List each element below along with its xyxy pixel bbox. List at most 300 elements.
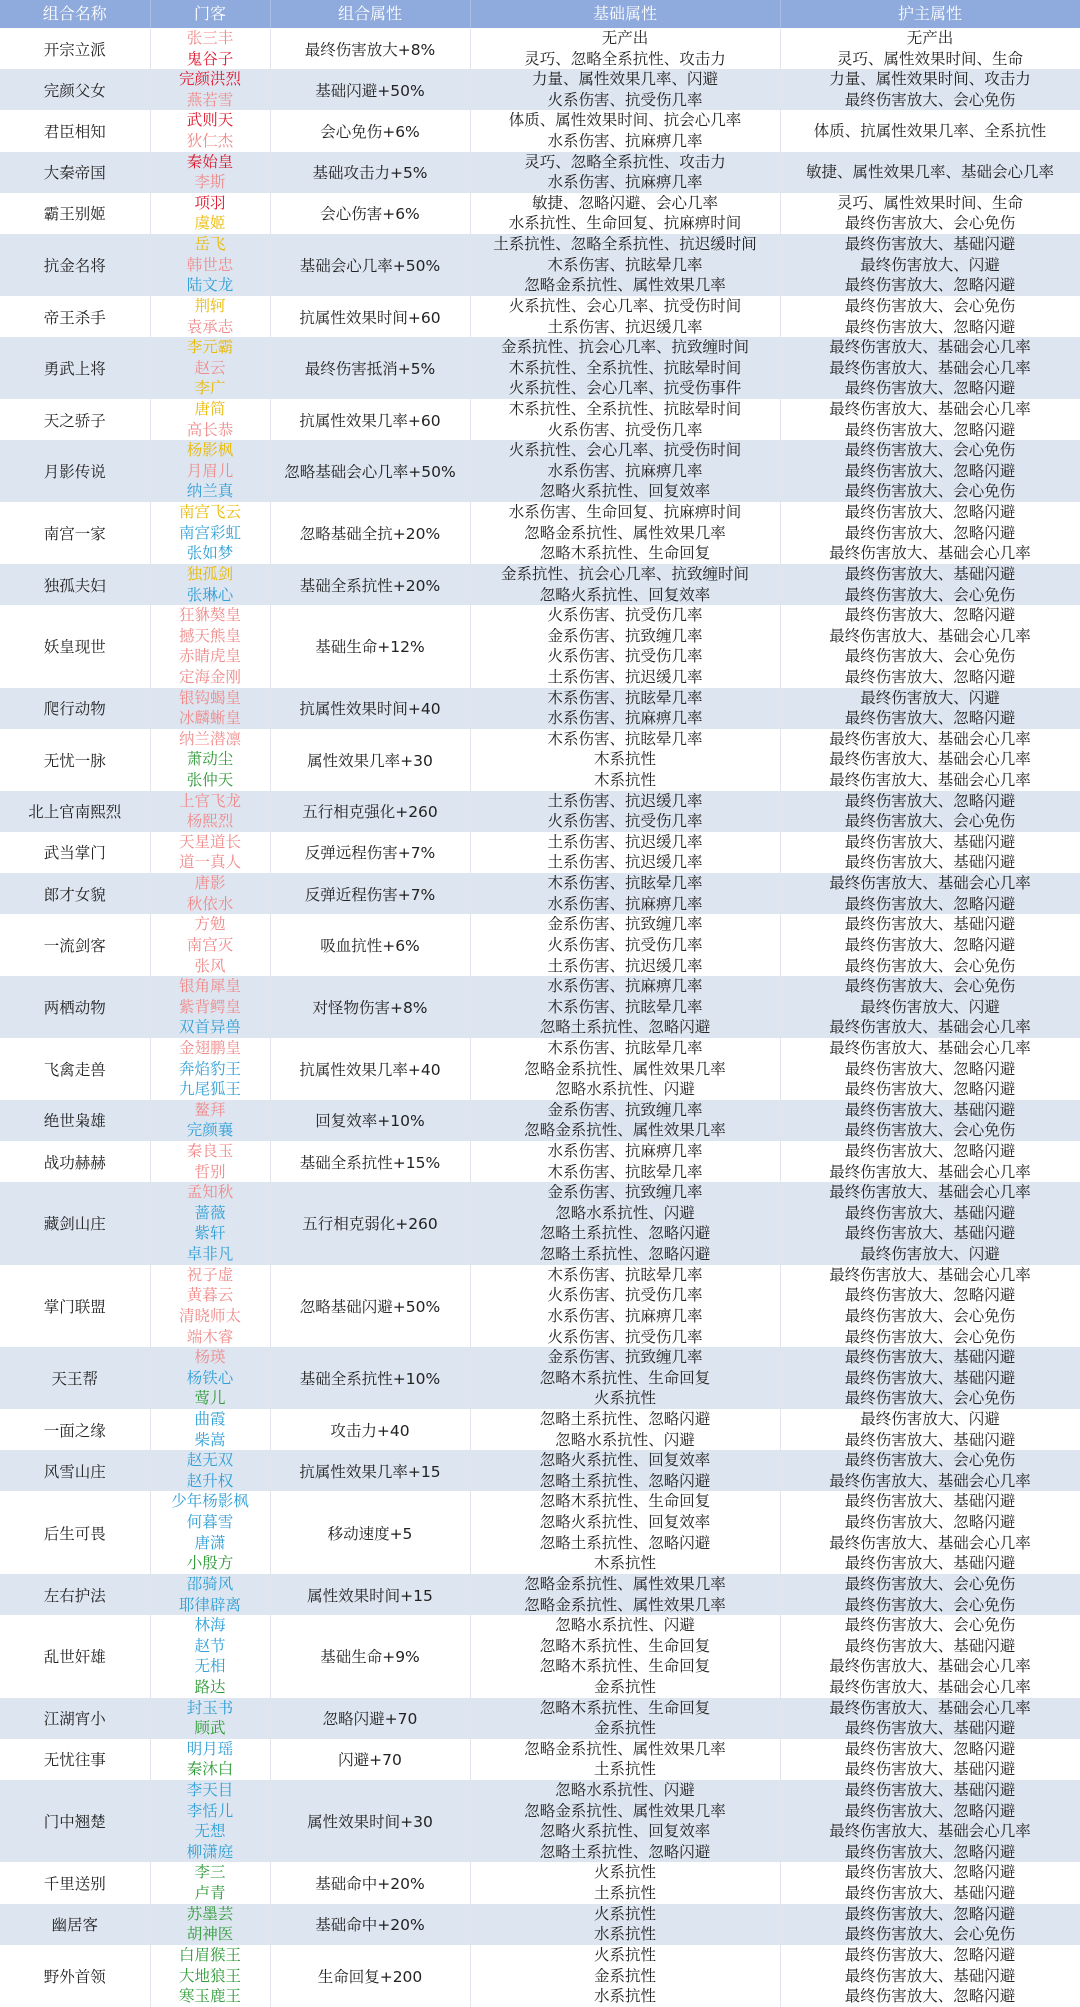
- base-attr-line: 土系伤害、抗迟缓几率: [547, 956, 703, 975]
- base-attr-line: 水系抗性: [593, 1925, 656, 1944]
- member-name: 道一真人: [178, 853, 241, 872]
- guard-attr-cell: [780, 914, 1080, 976]
- guard-attr-cell: [780, 729, 1080, 791]
- table-row: [0, 440, 1080, 502]
- member-name: 封玉书: [186, 1698, 234, 1717]
- members-cell: [150, 1739, 270, 1780]
- members-cell: [150, 832, 270, 873]
- combo-attr-cell: 生命回复+200: [270, 1945, 470, 2007]
- member-name: 少年杨影枫: [171, 1492, 249, 1511]
- members-cell: [150, 1780, 270, 1862]
- combo-attr-cell: 抗属性效果几率+15: [270, 1450, 470, 1491]
- base-attr-cell: [470, 337, 780, 399]
- base-attr-line: 敏捷、忽略闪避、会心几率: [531, 193, 718, 212]
- members-cell: [150, 791, 270, 832]
- guard-attr-line: 最终伤害放大、会心免伤: [844, 977, 1016, 996]
- member-name: 袁承志: [186, 317, 234, 336]
- combo-name-cell: 无忧一脉: [0, 729, 150, 791]
- guard-attr-line: 最终伤害放大、基础会心几率: [829, 874, 1031, 893]
- base-attr-cell: [470, 914, 780, 976]
- guard-attr-line: 最终伤害放大、闪避: [860, 255, 1000, 274]
- base-attr-line: 木系伤害、抗眩晕几率: [547, 1162, 703, 1181]
- combo-name-cell: 勇武上将: [0, 337, 150, 399]
- guard-attr-line: 最终伤害放大、忽略闪避: [844, 1945, 1016, 1964]
- combo-name-cell: 北上官南熙烈: [0, 791, 150, 832]
- member-name: 荆轲: [194, 296, 226, 315]
- guard-attr-line: 最终伤害放大、忽略闪避: [844, 667, 1016, 686]
- guard-attr-line: 最终伤害放大、基础会心几率: [829, 1018, 1031, 1037]
- member-name: 唐简: [194, 400, 226, 418]
- combo-name-cell: 郎才女貌: [0, 873, 150, 914]
- members-cell: [150, 193, 270, 234]
- base-attr-line: 忽略金系抗性、属性效果几率: [524, 1121, 726, 1140]
- base-attr-line: 无产出: [601, 29, 649, 47]
- member-name: 小殷方: [186, 1554, 234, 1573]
- combo-name-cell: 千里送别: [0, 1862, 150, 1903]
- base-attr-cell: [470, 1265, 780, 1347]
- combo-name-cell: 南宫一家: [0, 502, 150, 564]
- guard-attr-line: 最终伤害放大、忽略闪避: [844, 894, 1016, 913]
- member-name: 项羽: [194, 193, 226, 212]
- guard-attr-line: 最终伤害放大、基础闪避: [844, 1719, 1016, 1738]
- guard-attr-line: 最终伤害放大、会心免伤: [844, 1595, 1016, 1614]
- base-attr-line: 土系伤害、抗迟缓几率: [547, 667, 703, 686]
- combo-name-cell: 一流剑客: [0, 914, 150, 976]
- guard-attr-line: 最终伤害放大、忽略闪避: [844, 791, 1016, 810]
- guard-attr-cell: [780, 1347, 1080, 1409]
- members-cell: [150, 873, 270, 914]
- combo-attr-cell: 属性效果时间+15: [270, 1574, 470, 1615]
- base-attr-line: 土系抗性: [593, 1884, 656, 1903]
- members-cell: [150, 1100, 270, 1141]
- member-name: 韩世忠: [186, 255, 234, 274]
- base-attr-line: 金系抗性、抗会心几率、抗致缠时间: [500, 564, 749, 583]
- member-name: 虞姬: [194, 214, 226, 233]
- table-row: [0, 914, 1080, 976]
- combo-name-cell: 无忧往事: [0, 1739, 150, 1780]
- base-attr-line: 火系伤害、抗受伤几率: [547, 1327, 703, 1346]
- base-attr-line: 木系抗性: [593, 771, 656, 790]
- table-row: [0, 1780, 1080, 1862]
- member-name: 南宫飞云: [178, 503, 241, 522]
- base-attr-line: 忽略木系抗性、生命回复: [539, 544, 711, 563]
- member-name: 天星道长: [178, 832, 241, 851]
- base-attr-line: 火系抗性、会心几率、抗受伤事件: [508, 379, 742, 398]
- guard-attr-line: 敏捷、属性效果几率、基础会心几率: [805, 162, 1054, 181]
- guard-attr-line: 最终伤害放大、闪避: [860, 688, 1000, 707]
- guard-attr-line: 最终伤害放大、忽略闪避: [844, 1863, 1016, 1882]
- combo-name-cell: 妖皇现世: [0, 605, 150, 687]
- member-name: 白眉猴王: [178, 1945, 241, 1964]
- member-name: 曲霞: [194, 1410, 226, 1429]
- base-attr-line: 土系抗性、忽略全系抗性、抗迟缓时间: [493, 235, 757, 254]
- guard-attr-line: 最终伤害放大、基础会心几率: [829, 544, 1031, 563]
- table-row: [0, 1409, 1080, 1450]
- member-name: 杨影枫: [186, 441, 234, 460]
- guard-attr-line: 最终伤害放大、闪避: [860, 1245, 1000, 1264]
- table-row: [0, 1182, 1080, 1264]
- base-attr-line: 金系伤害、抗致缠几率: [547, 1100, 703, 1119]
- base-attr-cell: [470, 1100, 780, 1141]
- guard-attr-line: 最终伤害放大、会心免伤: [844, 956, 1016, 975]
- guard-attr-line: 最终伤害放大、会心免伤: [844, 90, 1016, 109]
- member-name: 杨瑛: [194, 1348, 226, 1367]
- guard-attr-line: 最终伤害放大、基础闪避: [844, 1966, 1016, 1985]
- guard-attr-line: 灵巧、属性效果时间、生命: [836, 193, 1023, 212]
- base-attr-cell: [470, 1347, 780, 1409]
- guard-attr-cell: [780, 1698, 1080, 1739]
- base-attr-line: 金系伤害、抗致缠几率: [547, 915, 703, 934]
- members-cell: [150, 69, 270, 110]
- base-attr-line: 木系抗性: [593, 750, 656, 769]
- member-name: 狄仁杰: [186, 132, 234, 151]
- base-attr-line: 忽略土系抗性、忽略闪避: [539, 1224, 711, 1243]
- combo-attr-cell: 忽略基础会心几率+50%: [270, 440, 470, 502]
- member-name: 黄暮云: [186, 1286, 234, 1305]
- member-name: 银钩蝎皇: [178, 688, 241, 707]
- table-row: [0, 502, 1080, 564]
- guard-attr-line: 最终伤害放大、基础闪避: [844, 1492, 1016, 1511]
- base-attr-cell: [470, 1574, 780, 1615]
- base-attr-line: 水系伤害、抗麻痹几率: [547, 132, 703, 151]
- guard-attr-line: 最终伤害放大、会心免伤: [844, 441, 1016, 460]
- guard-attr-line: 最终伤害放大、会心免伤: [844, 1327, 1016, 1346]
- members-cell: [150, 399, 270, 440]
- members-cell: [150, 1491, 270, 1573]
- combo-attr-cell: 闪避+70: [270, 1739, 470, 1780]
- guard-attr-line: 最终伤害放大、忽略闪避: [844, 503, 1016, 522]
- table-row: [0, 688, 1080, 729]
- guard-attr-cell: [780, 832, 1080, 873]
- member-name: 苏墨芸: [186, 1904, 234, 1923]
- base-attr-line: 水系伤害、抗麻痹几率: [547, 461, 703, 480]
- member-name: 张风: [194, 956, 226, 975]
- table-row: [0, 729, 1080, 791]
- base-attr-line: 忽略木系抗性、生命回复: [539, 1368, 711, 1387]
- guard-attr-cell: [780, 791, 1080, 832]
- member-name: 李恬儿: [186, 1801, 234, 1820]
- base-attr-line: 忽略水系抗性、闪避: [555, 1203, 695, 1222]
- base-attr-line: 水系伤害、抗麻痹几率: [547, 1142, 703, 1161]
- table-row: [0, 605, 1080, 687]
- guard-attr-line: 最终伤害放大、会心免伤: [844, 1451, 1016, 1470]
- member-name: 狂貅獒皇: [178, 606, 241, 625]
- base-attr-line: 水系伤害、抗麻痹几率: [547, 709, 703, 728]
- member-name: 张如梦: [186, 544, 234, 563]
- guard-attr-line: 最终伤害放大、基础闪避: [844, 1100, 1016, 1119]
- base-attr-cell: [470, 28, 780, 69]
- guard-attr-line: 最终伤害放大、基础会心几率: [829, 729, 1031, 748]
- guard-attr-line: 最终伤害放大、基础会心几率: [829, 400, 1031, 418]
- base-attr-line: 忽略金系抗性、属性效果几率: [524, 523, 726, 542]
- combo-attr-cell: 会心伤害+6%: [270, 193, 470, 234]
- base-attr-line: 忽略金系抗性、属性效果几率: [524, 1574, 726, 1593]
- members-cell: [150, 1182, 270, 1264]
- table-row: [0, 234, 1080, 296]
- base-attr-cell: [470, 976, 780, 1038]
- combo-attr-cell: 反弹远程伤害+7%: [270, 832, 470, 873]
- guard-attr-cell: [780, 1100, 1080, 1141]
- table-row: [0, 1265, 1080, 1347]
- members-cell: [150, 110, 270, 151]
- guard-attr-line: 最终伤害放大、忽略闪避: [844, 523, 1016, 542]
- members-cell: [150, 1347, 270, 1409]
- base-attr-line: 木系抗性: [593, 1554, 656, 1573]
- base-attr-line: 忽略火系抗性、回复效率: [539, 1822, 711, 1841]
- member-name: 紫背鳄皇: [178, 997, 241, 1016]
- guard-attr-line: 最终伤害放大、基础闪避: [844, 915, 1016, 934]
- member-name: 赤睛虎皇: [178, 647, 241, 666]
- guard-attr-line: 最终伤害放大、闪避: [860, 997, 1000, 1016]
- guard-attr-line: 最终伤害放大、基础闪避: [844, 1781, 1016, 1800]
- base-attr-line: 土系抗性: [593, 1760, 656, 1779]
- guard-attr-line: 最终伤害放大、基础会心几率: [829, 358, 1031, 377]
- member-name: 顾武: [194, 1719, 226, 1738]
- combo-attr-cell: 基础攻击力+5%: [270, 152, 470, 193]
- header-combo-attr: 组合属性: [270, 0, 470, 28]
- guard-attr-line: 最终伤害放大、忽略闪避: [844, 709, 1016, 728]
- guard-attr-line: 最终伤害放大、会心免伤: [844, 1389, 1016, 1408]
- base-attr-cell: [470, 1038, 780, 1100]
- member-name: 柳潇庭: [186, 1842, 234, 1861]
- guard-attr-cell: [780, 69, 1080, 110]
- base-attr-line: 木系抗性、全系抗性、抗眩晕时间: [508, 400, 742, 418]
- combo-name-cell: 风雪山庄: [0, 1450, 150, 1491]
- guard-attr-cell: [780, 399, 1080, 440]
- combo-name-cell: 爬行动物: [0, 688, 150, 729]
- guard-attr-line: 最终伤害放大、基础闪避: [844, 832, 1016, 851]
- guard-attr-line: 最终伤害放大、基础会心几率: [829, 1657, 1031, 1676]
- base-attr-cell: [470, 152, 780, 193]
- base-attr-line: 灵巧、忽略全系抗性、攻击力: [524, 49, 726, 68]
- members-cell: [150, 1574, 270, 1615]
- member-name: 萧动尘: [186, 750, 234, 769]
- table-row: [0, 1739, 1080, 1780]
- base-attr-line: 水系伤害、抗麻痹几率: [547, 977, 703, 996]
- member-name: 杨熙烈: [186, 812, 234, 831]
- guard-attr-line: 最终伤害放大、忽略闪避: [844, 317, 1016, 336]
- guard-attr-line: 最终伤害放大、基础闪避: [844, 1368, 1016, 1387]
- guard-attr-line: 力量、属性效果时间、攻击力: [829, 70, 1031, 89]
- guard-attr-line: 最终伤害放大、会心免伤: [844, 1574, 1016, 1593]
- base-attr-line: 木系伤害、抗眩晕几率: [547, 997, 703, 1016]
- member-name: 柴嵩: [194, 1430, 226, 1449]
- combo-name-cell: 乱世奸雄: [0, 1615, 150, 1697]
- members-cell: [150, 1450, 270, 1491]
- member-name: 李广: [194, 379, 226, 398]
- members-cell: [150, 1615, 270, 1697]
- guard-attr-line: 最终伤害放大、基础会心几率: [829, 771, 1031, 790]
- base-attr-line: 水系伤害、抗麻痹几率: [547, 894, 703, 913]
- combo-attr-cell: 基础命中+20%: [270, 1862, 470, 1903]
- base-attr-line: 忽略土系抗性、忽略闪避: [539, 1842, 711, 1861]
- base-attr-line: 火系伤害、抗受伤几率: [547, 420, 703, 439]
- guard-attr-line: 体质、抗属性效果几率、全系抗性: [813, 121, 1047, 140]
- base-attr-cell: [470, 1945, 780, 2007]
- base-attr-line: 水系抗性: [593, 1987, 656, 2006]
- guard-attr-line: 最终伤害放大、忽略闪避: [844, 1142, 1016, 1161]
- base-attr-cell: [470, 1780, 780, 1862]
- base-attr-line: 金系伤害、抗致缠几率: [547, 1348, 703, 1367]
- members-cell: [150, 564, 270, 605]
- guard-attr-line: 最终伤害放大、基础会心几率: [829, 1698, 1031, 1717]
- table-row: [0, 110, 1080, 151]
- guard-attr-cell: [780, 1265, 1080, 1347]
- table-row: [0, 1698, 1080, 1739]
- guard-attr-line: 最终伤害放大、基础会心几率: [829, 1038, 1031, 1057]
- combo-attr-cell: 抗属性效果几率+60: [270, 399, 470, 440]
- combo-name-cell: 飞禽走兽: [0, 1038, 150, 1100]
- base-attr-line: 水系抗性、生命回复、抗麻痹时间: [508, 214, 742, 233]
- table-row: [0, 1141, 1080, 1182]
- combo-attr-cell: 基础生命+12%: [270, 605, 470, 687]
- table-row: [0, 832, 1080, 873]
- members-cell: [150, 502, 270, 564]
- guard-attr-cell: [780, 193, 1080, 234]
- guard-attr-line: 最终伤害放大、会心免伤: [844, 1121, 1016, 1140]
- combo-name-cell: 幽居客: [0, 1904, 150, 1945]
- base-attr-line: 忽略木系抗性、生命回复: [539, 1636, 711, 1655]
- base-attr-line: 力量、属性效果几率、闪避: [531, 70, 718, 89]
- base-attr-line: 火系伤害、抗受伤几率: [547, 90, 703, 109]
- combo-attr-cell: 移动速度+5: [270, 1491, 470, 1573]
- base-attr-line: 土系伤害、抗迟缓几率: [547, 791, 703, 810]
- base-attr-line: 灵巧、忽略全系抗性、攻击力: [524, 152, 726, 171]
- combo-name-cell: 藏剑山庄: [0, 1182, 150, 1264]
- base-attr-line: 忽略水系抗性、闪避: [555, 1616, 695, 1635]
- guard-attr-line: 最终伤害放大、基础会心几率: [829, 1265, 1031, 1284]
- member-name: 无想: [194, 1822, 226, 1841]
- guard-attr-cell: [780, 605, 1080, 687]
- base-attr-cell: [470, 1450, 780, 1491]
- member-name: 鬼谷子: [186, 49, 234, 68]
- guard-attr-cell: [780, 1141, 1080, 1182]
- base-attr-line: 忽略土系抗性、忽略闪避: [539, 1410, 711, 1429]
- combo-attr-cell: 会心免伤+6%: [270, 110, 470, 151]
- base-attr-line: 木系伤害、抗眩晕几率: [547, 1038, 703, 1057]
- combo-name-cell: 月影传说: [0, 440, 150, 502]
- guard-attr-line: 最终伤害放大、忽略闪避: [844, 276, 1016, 295]
- table-row: [0, 1100, 1080, 1141]
- guard-attr-line: 最终伤害放大、基础会心几率: [829, 750, 1031, 769]
- guard-attr-line: 最终伤害放大、会心免伤: [844, 585, 1016, 604]
- base-attr-cell: [470, 1182, 780, 1264]
- member-name: 纳兰真: [186, 482, 234, 501]
- guard-attr-line: 最终伤害放大、基础闪避: [844, 1430, 1016, 1449]
- guard-attr-cell: [780, 1780, 1080, 1862]
- combo-attr-cell: 回复效率+10%: [270, 1100, 470, 1141]
- guard-attr-line: 最终伤害放大、基础闪避: [844, 1554, 1016, 1573]
- table-row: [0, 152, 1080, 193]
- table-row: [0, 873, 1080, 914]
- guard-attr-cell: [780, 688, 1080, 729]
- base-attr-line: 忽略水系抗性、闪避: [555, 1430, 695, 1449]
- guard-attr-cell: [780, 1409, 1080, 1450]
- base-attr-line: 水系伤害、抗麻痹几率: [547, 173, 703, 192]
- combo-name-cell: 天王帮: [0, 1347, 150, 1409]
- member-name: 明月瑶: [186, 1739, 234, 1758]
- member-name: 高长恭: [186, 420, 234, 439]
- member-name: 九尾狐王: [178, 1080, 241, 1099]
- member-name: 完颜襄: [186, 1121, 234, 1140]
- guard-attr-line: 最终伤害放大、基础会心几率: [829, 1822, 1031, 1841]
- member-name: 何暮雪: [186, 1513, 234, 1532]
- guard-attr-line: 最终伤害放大、基础会心几率: [829, 1162, 1031, 1181]
- member-name: 纳兰潜凛: [178, 729, 241, 748]
- base-attr-cell: [470, 1615, 780, 1697]
- combo-attr-cell: 最终伤害抵消+5%: [270, 337, 470, 399]
- member-name: 赵升权: [186, 1471, 234, 1490]
- members-cell: [150, 440, 270, 502]
- member-name: 林海: [194, 1616, 226, 1635]
- guard-attr-cell: [780, 1904, 1080, 1945]
- table-row: [0, 28, 1080, 69]
- base-attr-cell: [470, 1491, 780, 1573]
- combo-attr-cell: 五行相克弱化+260: [270, 1182, 470, 1264]
- table-row: [0, 193, 1080, 234]
- table-row: [0, 1862, 1080, 1903]
- member-name: 端木睿: [186, 1327, 234, 1346]
- combo-name-cell: 掌门联盟: [0, 1265, 150, 1347]
- guard-attr-line: 最终伤害放大、闪避: [860, 1410, 1000, 1429]
- guard-attr-cell: [780, 873, 1080, 914]
- guard-attr-cell: [780, 1491, 1080, 1573]
- base-attr-cell: [470, 1698, 780, 1739]
- guard-attr-line: 最终伤害放大、基础会心几率: [829, 338, 1031, 357]
- combo-name-cell: 江湖宵小: [0, 1698, 150, 1739]
- members-cell: [150, 914, 270, 976]
- combo-attr-cell: 忽略闪避+70: [270, 1698, 470, 1739]
- member-name: 武则天: [186, 111, 234, 130]
- combo-name-cell: 君臣相知: [0, 110, 150, 151]
- combo-attr-cell: 基础闪避+50%: [270, 69, 470, 110]
- base-attr-line: 火系抗性: [593, 1863, 656, 1882]
- guard-attr-line: 最终伤害放大、会心免伤: [844, 482, 1016, 501]
- guard-attr-line: 最终伤害放大、会心免伤: [844, 296, 1016, 315]
- base-attr-line: 忽略金系抗性、属性效果几率: [524, 1739, 726, 1758]
- members-cell: [150, 1904, 270, 1945]
- base-attr-cell: [470, 791, 780, 832]
- combo-name-cell: 天之骄子: [0, 399, 150, 440]
- member-name: 方勉: [194, 915, 226, 934]
- base-attr-cell: [470, 502, 780, 564]
- base-attr-line: 忽略火系抗性、回复效率: [539, 482, 711, 501]
- combo-name-cell: 大秦帝国: [0, 152, 150, 193]
- guard-attr-line: 最终伤害放大、会心免伤: [844, 1925, 1016, 1944]
- base-attr-cell: [470, 69, 780, 110]
- guard-attr-cell: [780, 234, 1080, 296]
- members-cell: [150, 1409, 270, 1450]
- base-attr-line: 忽略土系抗性、忽略闪避: [539, 1245, 711, 1264]
- member-name: 路达: [194, 1677, 226, 1696]
- base-attr-line: 忽略火系抗性、回复效率: [539, 585, 711, 604]
- member-name: 卓非凡: [186, 1245, 234, 1264]
- member-name: 清晓师太: [178, 1306, 241, 1325]
- members-cell: [150, 234, 270, 296]
- base-attr-cell: [470, 440, 780, 502]
- member-name: 燕若雪: [186, 90, 234, 109]
- base-attr-line: 金系伤害、抗致缠几率: [547, 626, 703, 645]
- base-attr-cell: [470, 110, 780, 151]
- guard-attr-line: 最终伤害放大、基础闪避: [844, 1636, 1016, 1655]
- base-attr-cell: [470, 1409, 780, 1450]
- guard-attr-cell: [780, 1739, 1080, 1780]
- base-attr-line: 火系伤害、抗受伤几率: [547, 606, 703, 625]
- member-name: 月眉儿: [186, 461, 234, 480]
- base-attr-line: 忽略水系抗性、闪避: [555, 1080, 695, 1099]
- combo-name-cell: 开宗立派: [0, 28, 150, 69]
- guard-attr-line: 最终伤害放大、会心免伤: [844, 214, 1016, 233]
